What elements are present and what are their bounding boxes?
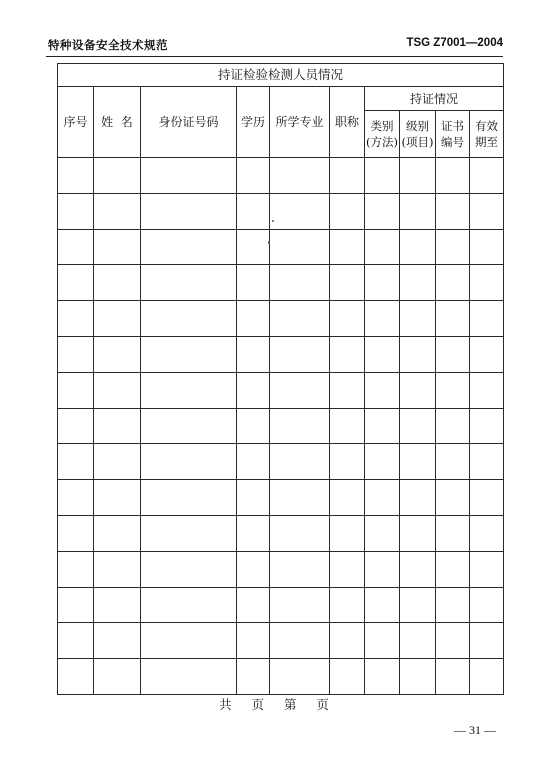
table-cell	[365, 623, 400, 659]
table-cell	[400, 193, 436, 229]
table-cell	[365, 265, 400, 301]
table-cell	[270, 301, 330, 337]
table-cell	[94, 336, 141, 372]
table-cell	[94, 301, 141, 337]
table-cell	[436, 659, 470, 695]
col-header-id-number: 身份证号码	[141, 87, 237, 158]
table-cell	[141, 408, 237, 444]
col-header-seq: 序号	[58, 87, 94, 158]
table-cell	[400, 551, 436, 587]
table-cell	[237, 372, 270, 408]
table-cell	[141, 623, 237, 659]
table-cell	[400, 336, 436, 372]
table-cell	[330, 623, 365, 659]
table-cell	[58, 301, 94, 337]
table-cell	[237, 301, 270, 337]
table-cell	[436, 193, 470, 229]
table-cell	[365, 444, 400, 480]
table-cell	[400, 301, 436, 337]
table-cell	[365, 551, 400, 587]
table-cell	[237, 480, 270, 516]
cert-level-line1: 级别	[406, 119, 429, 133]
table-cell	[330, 480, 365, 516]
table-cell	[436, 408, 470, 444]
scan-speck	[268, 241, 270, 244]
table-cell	[141, 336, 237, 372]
table-cell	[58, 158, 94, 194]
table-row	[58, 480, 504, 516]
table-cell	[365, 229, 400, 265]
table-cell	[470, 587, 504, 623]
table-cell	[470, 444, 504, 480]
table-cell	[141, 480, 237, 516]
table-cell	[58, 444, 94, 480]
table-cell	[436, 158, 470, 194]
table-cell	[58, 336, 94, 372]
table-cell	[270, 444, 330, 480]
table-cell	[365, 659, 400, 695]
table-cell	[270, 551, 330, 587]
cert-number-line1: 证书	[441, 119, 464, 133]
cert-level-line2: (项目)	[401, 135, 434, 149]
table-cell	[94, 408, 141, 444]
table-cell	[330, 444, 365, 480]
table-cell	[237, 587, 270, 623]
col-header-job-title: 职称	[330, 87, 365, 158]
table-cell	[141, 229, 237, 265]
table-cell	[330, 408, 365, 444]
table-cell	[330, 587, 365, 623]
col-header-education: 学历	[237, 87, 270, 158]
table-row	[58, 587, 504, 623]
cert-category-line2: (方法)	[366, 135, 398, 149]
table-row	[58, 265, 504, 301]
table-cell	[94, 623, 141, 659]
header-row-1	[58, 87, 504, 111]
table-cell	[58, 515, 94, 551]
table-cell	[237, 265, 270, 301]
table-cell	[470, 480, 504, 516]
table-cell	[237, 408, 270, 444]
table-row	[58, 444, 504, 480]
table-cell	[270, 408, 330, 444]
table-cell	[270, 229, 330, 265]
header-divider	[46, 56, 503, 57]
table-cell	[470, 372, 504, 408]
table-cell	[365, 193, 400, 229]
table-cell	[330, 372, 365, 408]
table-cell	[470, 265, 504, 301]
col-header-cert-level	[400, 111, 436, 158]
table-cell	[470, 229, 504, 265]
table-cell	[365, 158, 400, 194]
table-cell	[270, 659, 330, 695]
table-cell	[58, 623, 94, 659]
table-cell	[58, 229, 94, 265]
table-cell	[58, 193, 94, 229]
table-cell	[330, 659, 365, 695]
table-cell	[270, 480, 330, 516]
table-cell	[400, 265, 436, 301]
table-row	[58, 659, 504, 695]
table-cell	[237, 229, 270, 265]
table-cell	[141, 158, 237, 194]
table-cell	[470, 659, 504, 695]
table-cell	[330, 336, 365, 372]
table-cell	[94, 480, 141, 516]
table-cell	[470, 408, 504, 444]
table-cell	[237, 336, 270, 372]
table-row	[58, 623, 504, 659]
table-row	[58, 515, 504, 551]
table-cell	[141, 515, 237, 551]
spec-code: TSG Z7001—2004	[406, 37, 503, 49]
table-cell	[270, 265, 330, 301]
table-cell	[141, 193, 237, 229]
table-row	[58, 408, 504, 444]
table-cell	[270, 193, 330, 229]
personnel-table	[57, 63, 504, 695]
scan-speck	[272, 220, 274, 222]
col-header-cert-category	[365, 111, 400, 158]
table-cell	[365, 480, 400, 516]
table-cell	[237, 623, 270, 659]
table-cell	[94, 659, 141, 695]
table-cell	[436, 372, 470, 408]
cert-number-line2: 编号	[441, 135, 464, 149]
spec-series-title: 特种设备安全技术规范	[48, 38, 168, 52]
table-cell	[94, 444, 141, 480]
table-cell	[94, 193, 141, 229]
table-cell	[470, 336, 504, 372]
table-cell	[365, 515, 400, 551]
page-count-line: 共 页 第 页	[219, 697, 331, 712]
table-cell	[400, 444, 436, 480]
table-cell	[365, 408, 400, 444]
table-cell	[365, 372, 400, 408]
table-cell	[400, 587, 436, 623]
table-cell	[330, 158, 365, 194]
table-cell	[400, 372, 436, 408]
table-cell	[470, 158, 504, 194]
table-cell	[237, 444, 270, 480]
table-cell	[58, 551, 94, 587]
table-cell	[141, 659, 237, 695]
table-cell	[270, 623, 330, 659]
table-cell	[470, 193, 504, 229]
col-header-cert-number	[436, 111, 470, 158]
table-cell	[400, 408, 436, 444]
table-cell	[436, 336, 470, 372]
table-cell	[436, 265, 470, 301]
table-cell	[436, 551, 470, 587]
table-title: 持证检验检测人员情况	[58, 64, 504, 87]
table-cell	[400, 158, 436, 194]
table-cell	[94, 229, 141, 265]
table-cell	[141, 372, 237, 408]
table-cell	[436, 587, 470, 623]
table-cell	[330, 265, 365, 301]
table-cell	[237, 659, 270, 695]
table-cell	[58, 265, 94, 301]
table-row	[58, 158, 504, 194]
table-cell	[94, 158, 141, 194]
table-cell	[270, 515, 330, 551]
table-cell	[330, 193, 365, 229]
table-cell	[436, 229, 470, 265]
col-header-cert-group: 持证情况	[365, 87, 504, 111]
table-cell	[436, 515, 470, 551]
table-cell	[330, 515, 365, 551]
table-cell	[470, 515, 504, 551]
table-row	[58, 193, 504, 229]
table-cell	[94, 551, 141, 587]
table-cell	[58, 659, 94, 695]
table-cell	[436, 480, 470, 516]
table-cell	[270, 336, 330, 372]
col-header-major: 所学专业	[270, 87, 330, 158]
table-cell	[94, 372, 141, 408]
table-cell	[58, 372, 94, 408]
table-row	[58, 229, 504, 265]
table-row	[58, 301, 504, 337]
table-cell	[237, 193, 270, 229]
table-cell	[58, 408, 94, 444]
table-cell	[365, 587, 400, 623]
table-cell	[58, 480, 94, 516]
table-cell	[141, 551, 237, 587]
table-cell	[141, 265, 237, 301]
table-cell	[270, 158, 330, 194]
table-cell	[400, 515, 436, 551]
table-cell	[237, 158, 270, 194]
cert-valid-line1: 有效	[475, 119, 499, 133]
col-header-name: 姓 名	[94, 87, 141, 158]
table-cell	[365, 336, 400, 372]
table-title-row	[58, 64, 504, 87]
table-cell	[470, 551, 504, 587]
table-cell	[58, 587, 94, 623]
table-cell	[94, 265, 141, 301]
table-cell	[94, 515, 141, 551]
table-cell	[237, 551, 270, 587]
page-number: — 31 —	[454, 723, 496, 737]
table-cell	[365, 301, 400, 337]
table-row	[58, 336, 504, 372]
table-cell	[400, 623, 436, 659]
table-cell	[141, 587, 237, 623]
table-cell	[237, 515, 270, 551]
table-cell	[94, 587, 141, 623]
table-cell	[470, 623, 504, 659]
cert-valid-line2: 期至	[475, 135, 499, 149]
table-row	[58, 551, 504, 587]
table-row	[58, 372, 504, 408]
table-cell	[270, 587, 330, 623]
table-cell	[141, 444, 237, 480]
table-cell	[270, 372, 330, 408]
col-header-cert-valid-until	[470, 111, 504, 158]
table-cell	[436, 444, 470, 480]
table-cell	[141, 301, 237, 337]
table-cell	[400, 480, 436, 516]
cert-category-line1: 类别	[370, 119, 394, 133]
table-cell	[330, 301, 365, 337]
table-cell	[400, 229, 436, 265]
table-cell	[330, 551, 365, 587]
table-cell	[470, 301, 504, 337]
table-cell	[330, 229, 365, 265]
table-cell	[436, 301, 470, 337]
table-cell	[436, 623, 470, 659]
table-cell	[400, 659, 436, 695]
